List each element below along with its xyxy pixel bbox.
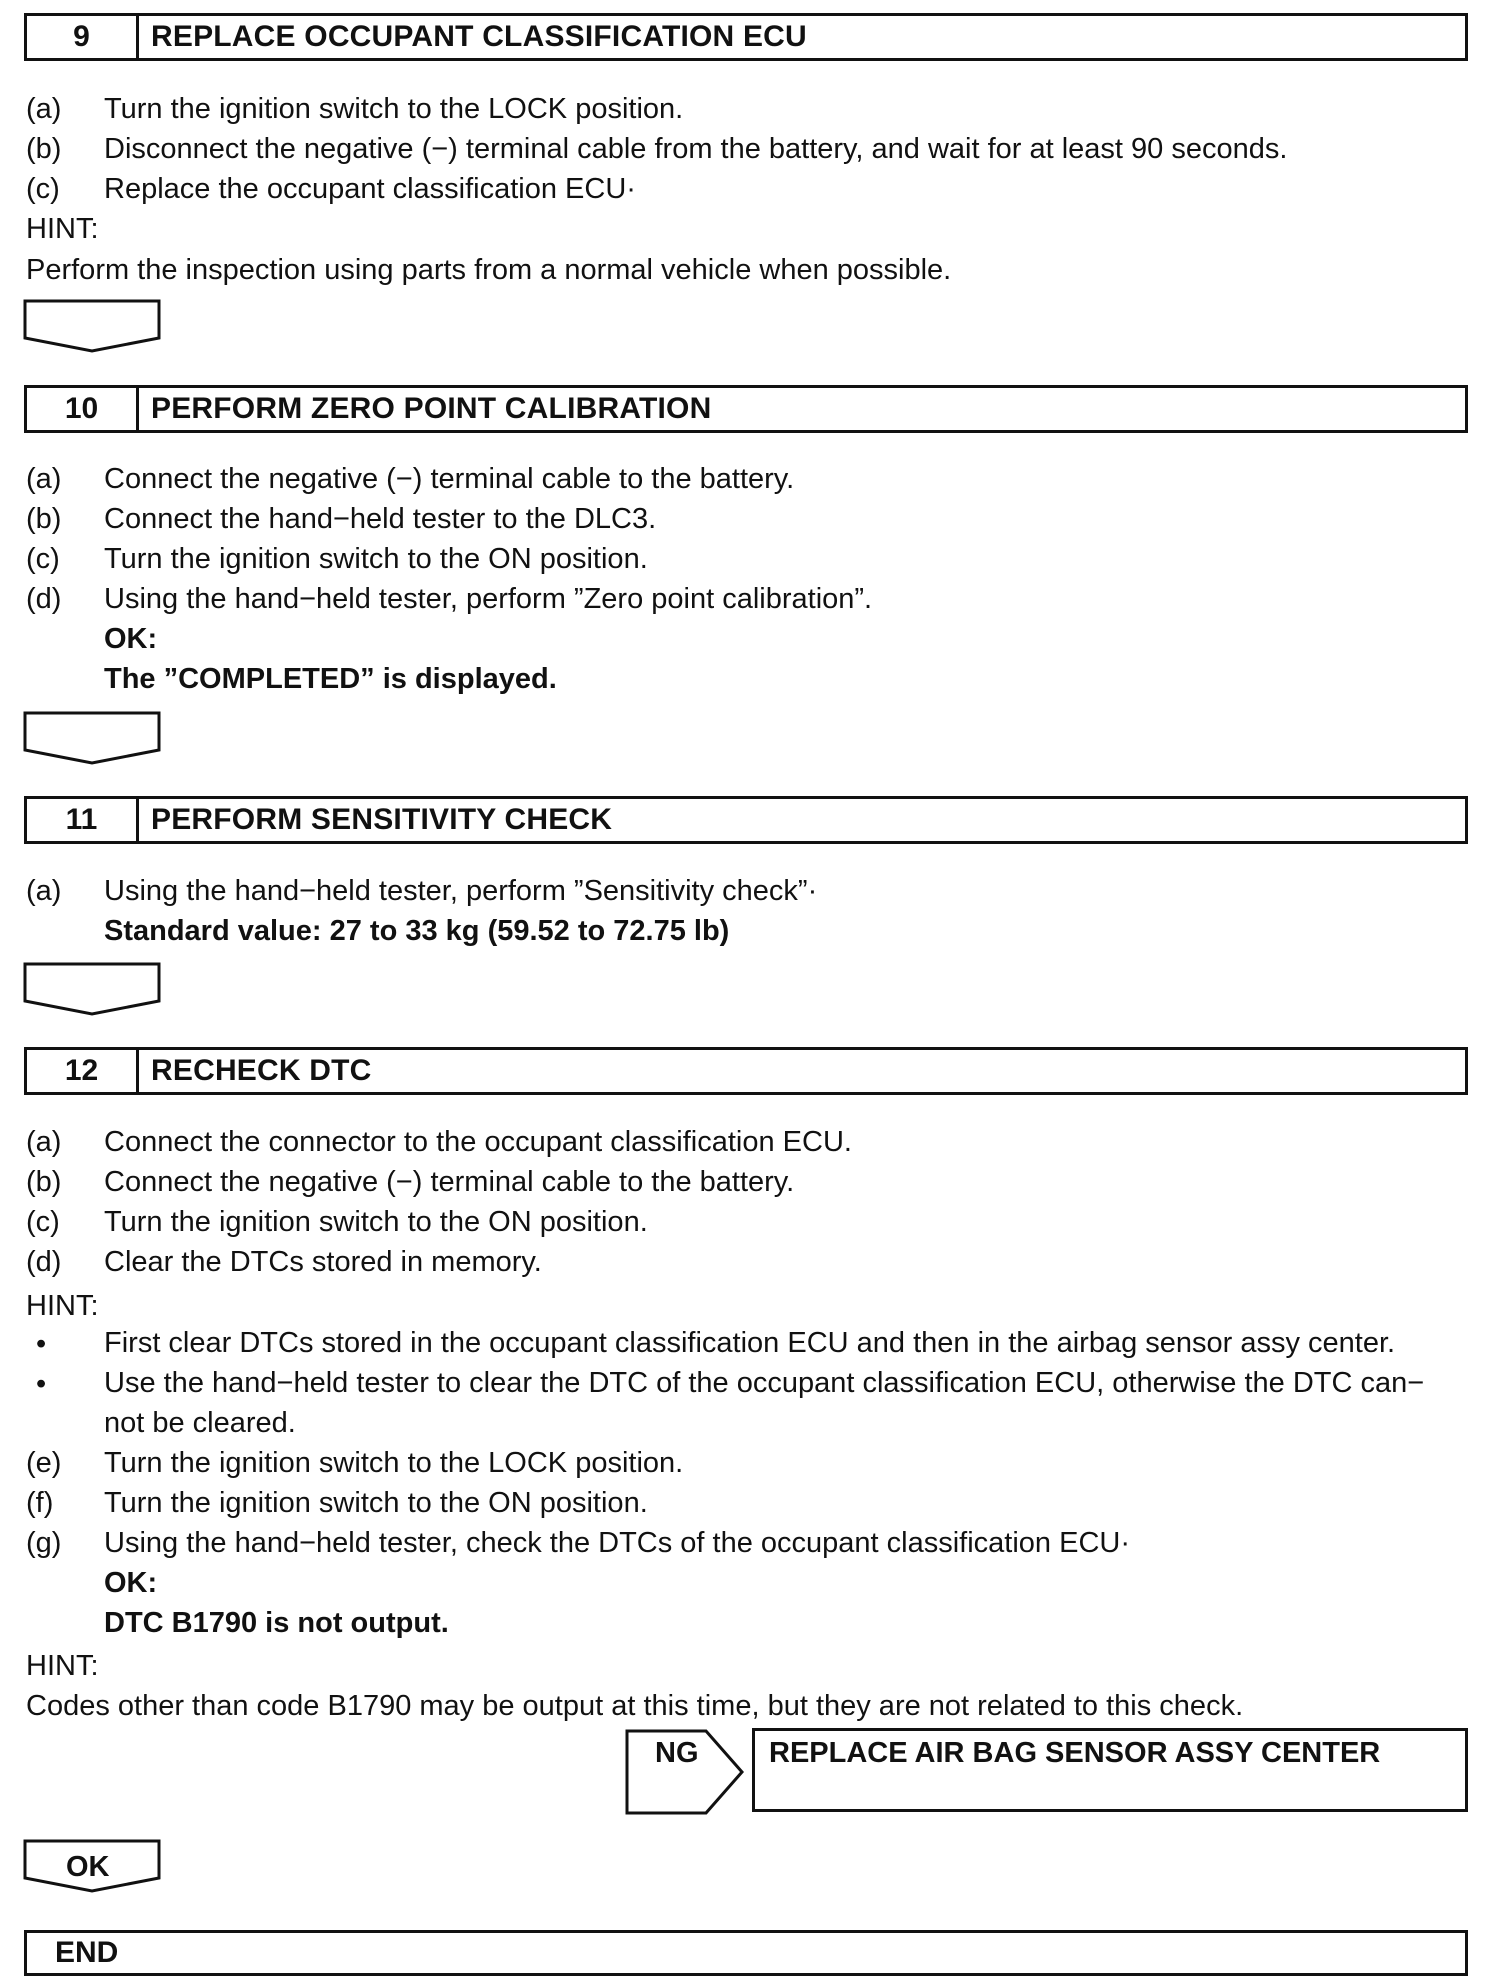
- item-label: (a): [26, 1126, 62, 1158]
- item-label: (d): [26, 1246, 62, 1278]
- item-text: Turn the ignition switch to the LOCK position.: [104, 1447, 684, 1479]
- item-label: (b): [26, 1166, 62, 1198]
- step-9-header: [24, 13, 1468, 61]
- ok-label: OK:: [104, 623, 158, 655]
- item-text: Disconnect the negative (−) terminal cable from the battery, and wait for at least 90 seconds.: [104, 133, 1288, 165]
- step-number: 12: [27, 1050, 139, 1092]
- flow-arrow-box: [22, 961, 162, 1017]
- flow-arrow-box: [22, 710, 162, 766]
- step-number: 10: [27, 388, 139, 430]
- item-label: (a): [26, 463, 62, 495]
- hint-text: Codes other than code B1790 may be output at this time, but they are not related to this check.: [26, 1690, 1244, 1722]
- ok-text: DTC B1790 is not output.: [104, 1607, 449, 1639]
- item-label: (a): [26, 93, 62, 125]
- item-text: Using the hand−held tester, perform ”Zero point calibration”.: [104, 583, 873, 615]
- step-title: REPLACE OCCUPANT CLASSIFICATION ECU: [151, 20, 807, 53]
- item-text: Using the hand−held tester, perform ”Sensitivity check”·: [104, 875, 818, 907]
- hint-label: HINT:: [26, 1650, 99, 1682]
- hint-text: Perform the inspection using parts from a normal vehicle when possible.: [26, 254, 952, 286]
- item-text: Connect the negative (−) terminal cable to the battery.: [104, 463, 795, 495]
- ok-text: The ”COMPLETED” is displayed.: [104, 663, 557, 695]
- item-label: (c): [26, 173, 60, 205]
- item-text: Turn the ignition switch to the ON position.: [104, 1206, 648, 1238]
- bullet-mark: •: [36, 1328, 47, 1360]
- bullet-mark: •: [36, 1368, 47, 1400]
- item-label: (g): [26, 1527, 62, 1559]
- item-label: (b): [26, 503, 62, 535]
- item-text: Connect the hand−held tester to the DLC3.: [104, 503, 657, 535]
- step-11-header: [24, 796, 1468, 844]
- item-text: Clear the DTCs stored in memory.: [104, 1246, 542, 1278]
- step-10-header: [24, 385, 1468, 433]
- item-label: (c): [26, 543, 60, 575]
- item-label: (e): [26, 1447, 62, 1479]
- item-label: (c): [26, 1206, 60, 1238]
- item-label: (f): [26, 1487, 54, 1519]
- item-text: Connect the negative (−) terminal cable to the battery.: [104, 1166, 795, 1198]
- standard-value: Standard value: 27 to 33 kg (59.52 to 72.75 lb): [104, 915, 730, 947]
- bullet-text-continued: not be cleared.: [104, 1407, 296, 1439]
- step-title: PERFORM SENSITIVITY CHECK: [151, 803, 613, 836]
- item-label: (b): [26, 133, 62, 165]
- flow-arrow-box: [22, 298, 162, 354]
- ng-result-box: REPLACE AIR BAG SENSOR ASSY CENTER: [752, 1728, 1468, 1812]
- step-title: PERFORM ZERO POINT CALIBRATION: [151, 392, 712, 425]
- item-text: Turn the ignition switch to the LOCK position.: [104, 93, 684, 125]
- item-text: Connect the connector to the occupant classification ECU.: [104, 1126, 852, 1158]
- step-number: 11: [27, 799, 139, 841]
- item-text: Using the hand−held tester, check the DTCs of the occupant classification ECU·: [104, 1527, 1131, 1559]
- item-label: (a): [26, 875, 62, 907]
- ng-label: NG: [655, 1737, 699, 1769]
- step-number: 9: [27, 16, 139, 58]
- step-title: RECHECK DTC: [151, 1054, 372, 1087]
- ok-branch-label: OK: [66, 1851, 110, 1883]
- item-text: Turn the ignition switch to the ON position.: [104, 1487, 648, 1519]
- end-box: END: [24, 1930, 1468, 1976]
- item-label: (d): [26, 583, 62, 615]
- hint-label: HINT:: [26, 1290, 99, 1322]
- step-12-header: [24, 1047, 1468, 1095]
- bullet-text: First clear DTCs stored in the occupant classification ECU and then in the airbag sensor assy center.: [104, 1327, 1396, 1359]
- ok-label: OK:: [104, 1567, 158, 1599]
- item-text: Turn the ignition switch to the ON position.: [104, 543, 648, 575]
- hint-label: HINT:: [26, 213, 99, 245]
- bullet-text: Use the hand−held tester to clear the DTC of the occupant classification ECU, otherwise the DTC can−: [104, 1367, 1425, 1399]
- item-text: Replace the occupant classification ECU·: [104, 173, 636, 205]
